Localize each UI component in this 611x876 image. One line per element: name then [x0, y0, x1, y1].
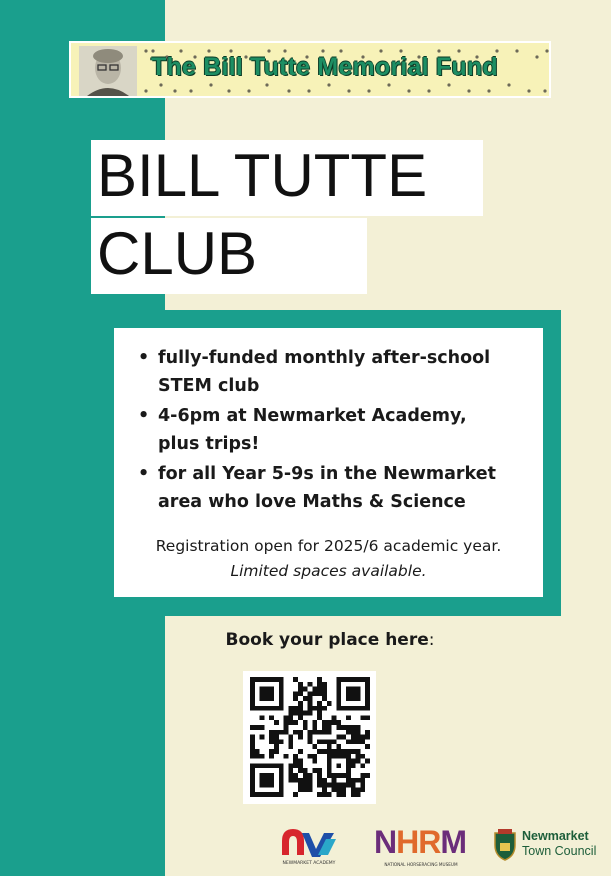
bullet-text-line-2: STEM club [158, 376, 260, 396]
qr-code-icon[interactable] [250, 677, 370, 797]
nhrm-logo [374, 825, 468, 870]
newmarket-academy-icon [278, 825, 340, 859]
booking-prompt [160, 630, 500, 650]
club-info-card [114, 328, 543, 597]
nhrm-mark-m: M [440, 824, 466, 860]
nhrm-wordmark [374, 825, 466, 859]
list-item [136, 344, 536, 400]
bullet-text-line-1: fully-funded monthly after-school [158, 348, 491, 368]
newmarket-academy-caption: NEWMARKET ACADEMY [282, 861, 336, 866]
town-council-logo [492, 827, 610, 867]
bullet-text-line-2: plus trips! [158, 434, 260, 454]
memorial-fund-banner [69, 41, 551, 98]
portrait-photo-icon [79, 46, 137, 96]
bullet-text-line-1: for all Year 5-9s in the Newmarket [158, 464, 496, 484]
newmarket-academy-logo [278, 825, 340, 870]
club-title-line-1: BILL TUTTE [91, 140, 483, 216]
nhrm-caption: NATIONAL HORSERACING MUSEUM [384, 862, 458, 867]
list-item [136, 460, 536, 516]
nhrm-mark-n: N [374, 824, 397, 860]
booking-label: Book your place here [225, 630, 429, 650]
list-item [136, 402, 536, 458]
banner-title: The Bill Tutte Memorial Fund [151, 53, 498, 81]
town-council-line-1: Newmarket [522, 829, 589, 843]
club-details-list [136, 344, 536, 518]
club-title-line-2: CLUB [91, 218, 367, 294]
booking-colon: : [428, 630, 435, 650]
town-council-line-2: Town Council [522, 844, 597, 858]
nhrm-mark-hr: HR [396, 824, 441, 860]
registration-notice: Registration open for 2025/6 academic year. [155, 537, 502, 555]
bullet-icon: • [138, 406, 150, 426]
bullet-text-line-1: 4-6pm at Newmarket Academy, [158, 406, 467, 426]
bullet-icon: • [138, 464, 150, 484]
bullet-text-line-2: area who love Maths & Science [158, 492, 466, 512]
limited-spaces-notice: Limited spaces available. [230, 562, 427, 580]
qr-code[interactable] [243, 671, 376, 804]
town-crest-icon [492, 829, 518, 861]
bullet-icon: • [138, 348, 150, 368]
